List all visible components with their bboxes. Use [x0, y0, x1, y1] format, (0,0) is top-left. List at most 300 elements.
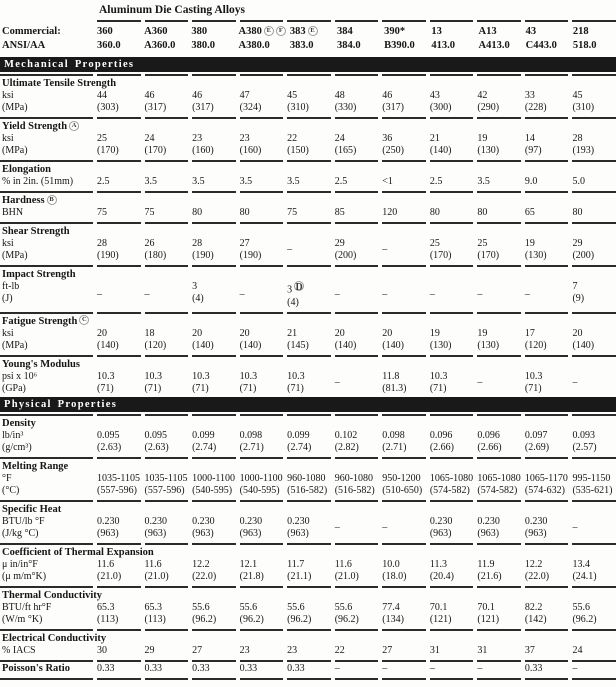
- value-cell: [525, 176, 569, 188]
- section-heading-physical-properties: Physical Properties: [0, 397, 616, 412]
- table-title: Aluminum Die Casting Alloys: [99, 4, 246, 16]
- rule-segment: [192, 678, 236, 680]
- rule-segment: [382, 355, 426, 357]
- rule-segment: [572, 586, 616, 588]
- rule-segment: [192, 312, 236, 314]
- value-primary: 0.097: [524, 429, 548, 441]
- no-data-dash: –: [334, 376, 340, 388]
- rule-segment: [572, 74, 616, 76]
- rule-segment: [572, 160, 616, 162]
- property-units: [0, 602, 93, 626]
- value-metric: (574-632): [524, 484, 565, 496]
- value-metric: (190): [239, 250, 262, 261]
- value-cell: [145, 516, 189, 540]
- value-metric: (510-650): [382, 484, 423, 496]
- rule-segment: [145, 20, 189, 22]
- value-primary: 20: [192, 327, 203, 339]
- value-cell: [382, 281, 426, 309]
- property-name: Coefficient of Thermal Expansion: [2, 546, 154, 558]
- value-metric: (20.4): [429, 570, 454, 582]
- unit-label: (MPa): [2, 145, 28, 156]
- rule-segment: [335, 629, 379, 631]
- rule-segment: [240, 457, 284, 459]
- unit-label: ksi: [2, 133, 14, 144]
- rule-segment: [192, 265, 236, 267]
- value-cell: [287, 663, 331, 675]
- value-primary: 950-1200: [382, 472, 421, 484]
- rule-segment: [430, 586, 474, 588]
- value-primary: 960-1080: [287, 472, 326, 484]
- value-cell: [145, 90, 189, 114]
- value-metric: (190): [192, 250, 214, 261]
- value-cell: [192, 473, 236, 497]
- rule-segment: [192, 457, 236, 459]
- property-separator: [0, 500, 616, 502]
- property-units: [0, 328, 93, 352]
- value-cell: [335, 430, 379, 454]
- value-cell: [382, 516, 426, 540]
- value-metric: (21.0): [144, 570, 169, 582]
- rule-segment: [145, 629, 189, 631]
- value-cell: [97, 238, 141, 262]
- rule-segment: [0, 414, 93, 416]
- alloy-commercial-name: 43: [525, 26, 537, 37]
- rule-segment: [477, 414, 521, 416]
- rule-segment: [525, 457, 569, 459]
- rule-segment: [572, 457, 616, 459]
- rule-segment: [0, 543, 93, 545]
- value-cell: [430, 207, 474, 219]
- value-cell: [287, 602, 331, 626]
- value-primary: 1065-1080: [477, 472, 521, 484]
- value-primary: 10.3: [144, 370, 163, 382]
- rule-segment: [240, 678, 284, 680]
- value-primary: 29: [334, 238, 345, 249]
- value-primary: 1065-1080: [429, 472, 474, 484]
- value-cell: [572, 473, 616, 497]
- value-cell: [145, 473, 189, 497]
- value-primary: 0.096: [429, 429, 453, 441]
- value-cell: [382, 473, 426, 497]
- alloy-commercial-name: 218: [572, 26, 589, 37]
- property-separator: [0, 543, 616, 545]
- value-primary: 55.6: [334, 601, 353, 613]
- value-primary: 1035-1105: [144, 472, 188, 484]
- property-units: [0, 371, 93, 395]
- value-primary: 45: [287, 90, 298, 101]
- value-primary: <1: [382, 176, 393, 187]
- value-metric: (310): [287, 102, 309, 113]
- column-header-row: [0, 23, 616, 56]
- value-metric: (540-595): [192, 484, 233, 496]
- value-metric: (150): [287, 145, 309, 156]
- property-name: Electrical Conductivity: [2, 632, 107, 644]
- value-primary: 23: [287, 644, 298, 656]
- value-cell: [572, 663, 616, 675]
- rule-segment: [240, 586, 284, 588]
- value-primary: 0.33: [192, 662, 210, 674]
- value-cell: [430, 645, 474, 657]
- rule-segment: [382, 160, 426, 162]
- value-cell: [97, 559, 141, 583]
- rule-segment: [97, 74, 141, 76]
- value-cell: [477, 281, 521, 309]
- title-spacer: [0, 2, 93, 18]
- value-cell: [335, 133, 379, 157]
- value-cell: [572, 238, 616, 262]
- rule-segment: [287, 160, 331, 162]
- value-metric: (2.66): [429, 441, 454, 453]
- rule-segment: [335, 160, 379, 162]
- value-primary: 20: [239, 327, 250, 339]
- rule-segment: [335, 586, 379, 588]
- value-primary: 10.3: [429, 370, 448, 382]
- rule-segment: [477, 543, 521, 545]
- alloy-ansi-name: 518.0: [572, 39, 597, 51]
- property-units: [0, 516, 93, 540]
- rule-segment: [525, 414, 569, 416]
- alloy-commercial-name: 390*: [384, 26, 406, 37]
- rule-segment: [287, 74, 331, 76]
- value-metric: (71): [97, 382, 114, 394]
- alloy-ansi-name: 383.0: [289, 39, 314, 51]
- value-primary: 14: [524, 133, 535, 144]
- rule-segment: [382, 191, 426, 193]
- value-cell: [287, 176, 331, 188]
- value-cell: [382, 133, 426, 157]
- value-metric: (160): [192, 145, 214, 156]
- value-metric: (2.71): [239, 441, 264, 453]
- rule-segment: [430, 678, 474, 680]
- rule-segment: [572, 20, 616, 22]
- circled-letter-badge: D: [295, 282, 303, 293]
- value-primary: –: [477, 662, 483, 674]
- value-primary: 55.6: [572, 601, 590, 613]
- value-cell: [97, 328, 141, 352]
- property-name: Yield Strength A: [0, 120, 616, 133]
- value-cell: [477, 328, 521, 352]
- value-metric: (96.2): [239, 613, 264, 625]
- rule-segment: [477, 191, 521, 193]
- no-data-dash: –: [572, 376, 578, 388]
- column-header: [238, 25, 285, 52]
- rule-segment: [145, 414, 189, 416]
- rule-segment: [477, 117, 521, 119]
- unit-label: (MPa): [2, 250, 28, 261]
- value-primary: 22: [334, 644, 345, 656]
- value-primary: 1000-1100: [239, 472, 283, 484]
- value-cell: [145, 281, 189, 309]
- value-cell: [145, 133, 189, 157]
- value-cell: [287, 238, 331, 262]
- value-metric: (130): [524, 250, 547, 261]
- property-separator: [0, 414, 616, 416]
- value-cell: [525, 238, 569, 262]
- property-units: [0, 473, 93, 497]
- rule-segment: [145, 500, 189, 502]
- property-name: Melting Range: [2, 460, 69, 472]
- rule-segment: [382, 414, 426, 416]
- value-metric: (200): [334, 250, 357, 261]
- value-primary: 12.1: [239, 558, 258, 570]
- unit-label: °F: [2, 472, 12, 484]
- value-cell: [572, 133, 616, 157]
- value-primary: 23: [239, 133, 250, 144]
- value-primary: 0.230: [144, 515, 168, 527]
- value-cell: [192, 207, 236, 219]
- value-primary: 995-1150: [572, 472, 611, 484]
- value-metric: (81.3): [382, 382, 407, 394]
- value-cell: [572, 328, 616, 352]
- row-header-commercial: Commercial:: [2, 26, 61, 37]
- value-metric: (2.69): [524, 441, 550, 453]
- rule-segment: [240, 660, 284, 662]
- unit-label: ksi: [2, 238, 14, 249]
- circled-letter-badge: F: [276, 26, 286, 36]
- rule-segment: [477, 312, 521, 314]
- value-primary: 9.0: [524, 176, 538, 187]
- property-data-row: [0, 133, 616, 158]
- value-primary: 0.33: [239, 662, 258, 674]
- rule-segment: [240, 160, 284, 162]
- value-primary: 12.2: [192, 558, 210, 570]
- value-metric: (290): [477, 102, 500, 113]
- column-header: [384, 25, 427, 52]
- rule-segment: [477, 265, 521, 267]
- alloy-commercial-name: 384: [337, 26, 353, 37]
- value-cell: [335, 176, 379, 188]
- value-metric: (228): [524, 102, 547, 113]
- value-primary: 31: [477, 644, 488, 656]
- unit-label: BHN: [2, 207, 24, 218]
- alloy-ansi-name: 384.0: [337, 39, 361, 51]
- value-cell: [525, 663, 569, 675]
- property-units: [0, 133, 93, 157]
- rule-segment: [0, 312, 93, 314]
- value-metric: (22.0): [192, 570, 217, 582]
- value-cell: [287, 207, 331, 219]
- value-cell: [430, 473, 474, 497]
- alloy-ansi-name: 380.0: [191, 39, 215, 51]
- value-primary: 65: [524, 207, 535, 218]
- no-data-dash: –: [334, 288, 340, 300]
- rule-segment: [145, 222, 189, 224]
- value-primary: 25: [97, 133, 107, 144]
- value-primary: 0.33: [144, 662, 163, 674]
- property-units: [0, 207, 93, 219]
- column-header: [337, 25, 380, 52]
- value-primary: 27: [382, 644, 393, 656]
- value-cell: [525, 516, 569, 540]
- value-cell: [145, 238, 189, 262]
- value-metric: (71): [192, 382, 209, 394]
- rule-segment: [287, 20, 331, 22]
- value-metric: (516-582): [287, 484, 328, 496]
- value-cell: [287, 281, 331, 309]
- value-metric: (2.63): [144, 441, 169, 453]
- alloy-commercial-name: 13: [431, 26, 442, 37]
- value-cell: [477, 371, 521, 395]
- value-metric: (120): [524, 339, 547, 351]
- value-primary: 2.5: [97, 176, 110, 187]
- value-cell: [192, 176, 236, 188]
- value-primary: 13.4: [572, 558, 590, 570]
- rule-segment: [97, 191, 141, 193]
- value-primary: 0.230: [477, 515, 500, 527]
- row-header: [0, 25, 93, 52]
- value-cell: [287, 473, 331, 497]
- value-metric: (71): [239, 382, 257, 394]
- value-metric: (120): [144, 339, 167, 351]
- rule-segment: [477, 74, 521, 76]
- rule-segment: [192, 586, 236, 588]
- value-metric: (535-621): [572, 484, 613, 496]
- rule-segment: [525, 20, 569, 22]
- rule-segment: [335, 191, 379, 193]
- value-cell: [335, 645, 379, 657]
- rule-segment: [572, 543, 616, 545]
- unit-label: psi x 10⁶: [2, 370, 38, 382]
- value-primary: 43: [429, 90, 440, 101]
- rule-segment: [335, 117, 379, 119]
- rule-segment: [477, 660, 521, 662]
- value-primary: 10.0: [382, 558, 400, 570]
- value-cell: [287, 328, 331, 352]
- value-metric: (317): [144, 102, 167, 113]
- value-primary: 21: [287, 327, 298, 339]
- value-primary: 26: [144, 238, 155, 249]
- rule-segment: [335, 457, 379, 459]
- value-primary: 75: [287, 207, 298, 218]
- value-primary: 24: [334, 133, 345, 144]
- property-data-row: [0, 516, 616, 541]
- value-metric: (963): [97, 527, 119, 539]
- no-data-dash: –: [382, 244, 388, 255]
- rule-segment: [97, 629, 141, 631]
- value-cell: [430, 281, 474, 309]
- value-primary: –: [572, 662, 578, 674]
- value-cell: [525, 430, 569, 454]
- value-cell: [240, 328, 284, 352]
- value-metric: (96.2): [334, 613, 359, 625]
- value-primary: 0.095: [97, 429, 120, 441]
- unit-label: BTU/lb °F: [2, 515, 45, 527]
- value-cell: [477, 207, 521, 219]
- value-metric: (140): [192, 339, 214, 351]
- value-cell: [192, 559, 236, 583]
- value-metric: (9): [572, 293, 585, 304]
- alloy-ansi-name: A360.0: [144, 39, 176, 51]
- rule-segment: [0, 265, 93, 267]
- rule-segment: [335, 312, 379, 314]
- unit-label: (μ m/m°K): [2, 570, 47, 582]
- rule-segment: [430, 117, 474, 119]
- rule-segment: [0, 160, 93, 162]
- property-separator: [0, 660, 616, 662]
- value-metric: (330): [334, 102, 357, 113]
- property-units: [0, 238, 93, 262]
- value-primary: 0.230: [524, 515, 548, 527]
- value-cell: [382, 238, 426, 262]
- rule-segment: [240, 629, 284, 631]
- value-cell: [97, 207, 141, 219]
- rule-segment: [145, 74, 189, 76]
- value-metric: (145): [287, 339, 309, 351]
- value-metric: (142): [524, 613, 547, 625]
- rule-segment: [335, 74, 379, 76]
- rule-segment: [335, 543, 379, 545]
- value-cell: [525, 90, 569, 114]
- value-cell: [572, 281, 616, 309]
- value-primary: 10.3: [287, 370, 305, 382]
- value-metric: (963): [239, 527, 262, 539]
- rule-segment: [525, 543, 569, 545]
- rule-segment: [192, 414, 236, 416]
- rule-segment: [97, 678, 141, 680]
- rule-segment: [0, 222, 93, 224]
- value-primary: 0.230: [192, 515, 215, 527]
- rule-segment: [525, 74, 569, 76]
- rule-segment: [145, 355, 189, 357]
- rule-segment: [477, 355, 521, 357]
- value-metric: (71): [287, 382, 304, 394]
- value-cell: [287, 516, 331, 540]
- value-metric: (21.0): [334, 570, 359, 582]
- rule-segment: [430, 74, 474, 76]
- value-metric: (963): [429, 527, 452, 539]
- rule-segment: [572, 500, 616, 502]
- rule-segment: [287, 457, 331, 459]
- value-primary: 25: [429, 238, 440, 249]
- value-primary: 10.3: [524, 370, 543, 382]
- alloy-ansi-name: 360.0: [97, 39, 121, 51]
- value-primary: 37: [524, 644, 535, 656]
- value-metric: (165): [334, 145, 357, 156]
- value-cell: [572, 602, 616, 626]
- rule-segment: [287, 414, 331, 416]
- rule-segment: [572, 265, 616, 267]
- value-primary: 46: [192, 90, 203, 101]
- no-data-dash: –: [97, 288, 102, 300]
- value-cell: [525, 371, 569, 395]
- value-primary: 0.230: [239, 515, 263, 527]
- value-metric: (2.74): [192, 441, 217, 453]
- value-cell: [287, 371, 331, 395]
- value-cell: [192, 328, 236, 352]
- rule-segment: [430, 222, 474, 224]
- rule-segment: [287, 312, 331, 314]
- rule-segment: [382, 678, 426, 680]
- unit-label: BTU/ft hr°F: [2, 601, 52, 613]
- value-metric: (2.63): [97, 441, 122, 453]
- value-metric: (963): [144, 527, 167, 539]
- rule-segment: [0, 629, 93, 631]
- value-primary: 30: [97, 644, 107, 656]
- value-metric: (140): [382, 339, 404, 351]
- rule-segment: [240, 117, 284, 119]
- value-cell: [192, 645, 236, 657]
- value-primary: 0.33: [97, 662, 115, 674]
- property-units: [0, 281, 93, 309]
- value-metric: (250): [382, 145, 404, 156]
- rule-segment: [477, 457, 521, 459]
- rule-segment: [145, 265, 189, 267]
- value-metric: (2.71): [382, 441, 407, 453]
- unit-label: ft-lb: [2, 281, 20, 292]
- value-primary: 27: [192, 644, 203, 656]
- value-cell: [335, 663, 379, 675]
- column-header: [97, 25, 140, 52]
